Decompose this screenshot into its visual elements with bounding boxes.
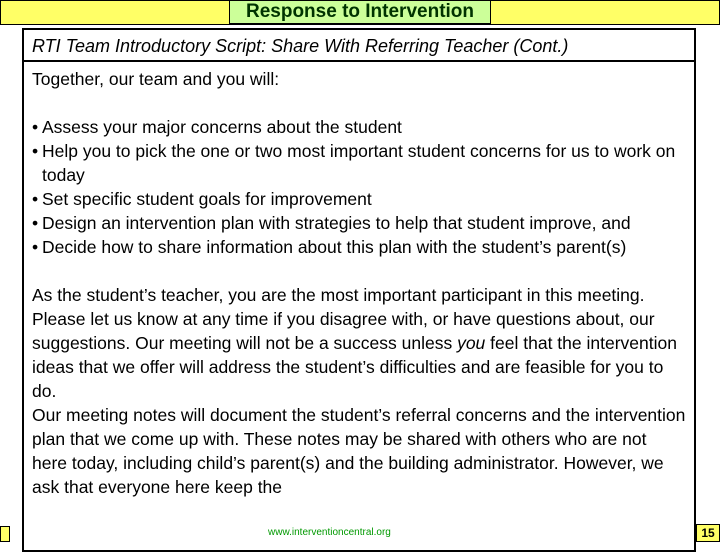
list-item: • Set specific student goals for improvement [32,189,372,209]
list-item: • Assess your major concerns about the student [32,117,402,137]
intro-line: Together, our team and you will: [32,69,280,89]
header-banner [0,0,720,25]
page-number: 15 [696,524,720,542]
body-text [24,62,694,499]
list-item: • Help you to pick the one or two most important student concerns for us to work on today [32,141,676,185]
bullet-list [32,115,686,259]
footer-url: www.interventioncentral.org [268,527,391,538]
bullet-icon: • [32,117,39,137]
script-title: RTI Team Introductory Script: Share With Referring Teacher (Cont.) [24,30,694,62]
list-item: • Decide how to share information about this plan with the student’s parent(s) [32,237,627,257]
content-frame [22,28,696,552]
bullet-icon: • [32,189,39,209]
bullet-icon: • [32,141,39,161]
list-item: • Design an intervention plan with strategies to help that student improve, and [32,213,631,233]
paragraph-teacher-role: As the student’s teacher, you are the most important participant in this meeting. Please let us know at any time if you disagree with, or have questions about, our suggestions. Our meeting will not be a success unless you feel that the intervention ideas that we offer will address the student’s difficulties and are feasible for you to do. [32,285,677,401]
paragraph-meeting-notes: Our meeting notes will document the student’s referral concerns and the intervention plan that we come up with. These notes may be shared with others who are not here today, including child’s parent(s) and the building administrator. However, we ask that everyone here keep the [32,405,686,497]
bullet-icon: • [32,213,39,233]
bullet-icon: • [32,237,39,257]
banner-title: Response to Intervention [229,1,491,24]
